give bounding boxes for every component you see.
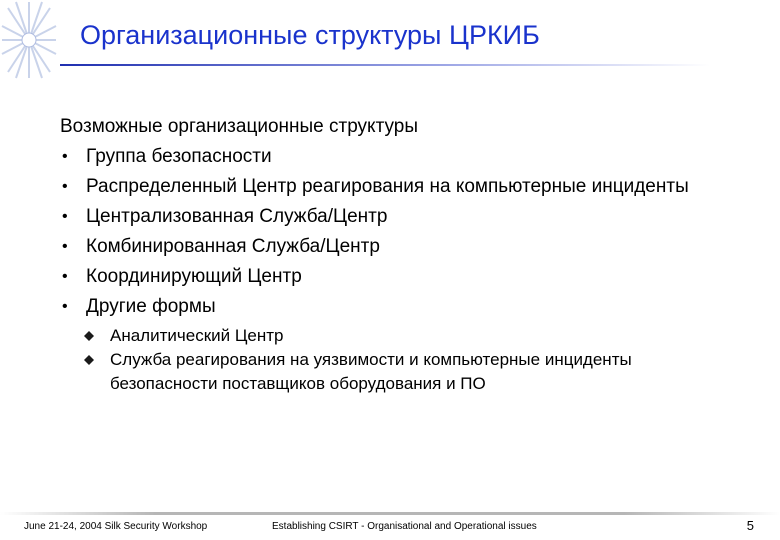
sub-bullet-item: Служба реагирования на уязвимости и компьютерные инциденты безопасности поставщиков оборудования и ПО: [84, 348, 730, 396]
footer-event: June 21-24, 2004 Silk Security Workshop: [24, 521, 208, 532]
starburst-icon: [0, 0, 58, 80]
bullet-item: • Централизованная Служба/Центр: [60, 202, 770, 232]
slide-title: Организационные структуры ЦРКИБ: [80, 20, 540, 50]
bullet-item: • Группа безопасности: [60, 142, 770, 172]
title-underline: [60, 64, 710, 66]
bullet-item: • Распределенный Центр реагирования на компьютерные инциденты: [60, 172, 770, 202]
diamond-bullet-icon: [84, 355, 94, 365]
bullet-list: [60, 142, 770, 322]
footer-topic: Establishing CSIRT - Organisational and Operational issues: [272, 521, 537, 532]
bullet-dot-icon: •: [62, 298, 68, 315]
bullet-dot-icon: •: [62, 148, 68, 165]
sub-bullet-item: Аналитический Центр: [84, 324, 770, 348]
bullet-dot-icon: •: [62, 268, 68, 285]
sub-bullet-list: [60, 324, 770, 396]
bullet-item: • Другие формы: [60, 292, 770, 322]
bullet-item: • Координирующий Центр: [60, 262, 770, 292]
intro-text: Возможные организационные структуры: [60, 116, 419, 137]
bullet-dot-icon: •: [62, 178, 68, 195]
bullet-item: • Комбинированная Служба/Центр: [60, 232, 770, 262]
bullet-dot-icon: •: [62, 208, 68, 225]
footer-divider: [0, 512, 780, 515]
slide-header: [0, 0, 780, 100]
diamond-bullet-icon: [84, 331, 94, 341]
slide-body: [60, 112, 770, 396]
bullet-dot-icon: •: [62, 238, 68, 255]
page-number: 5: [746, 518, 754, 533]
